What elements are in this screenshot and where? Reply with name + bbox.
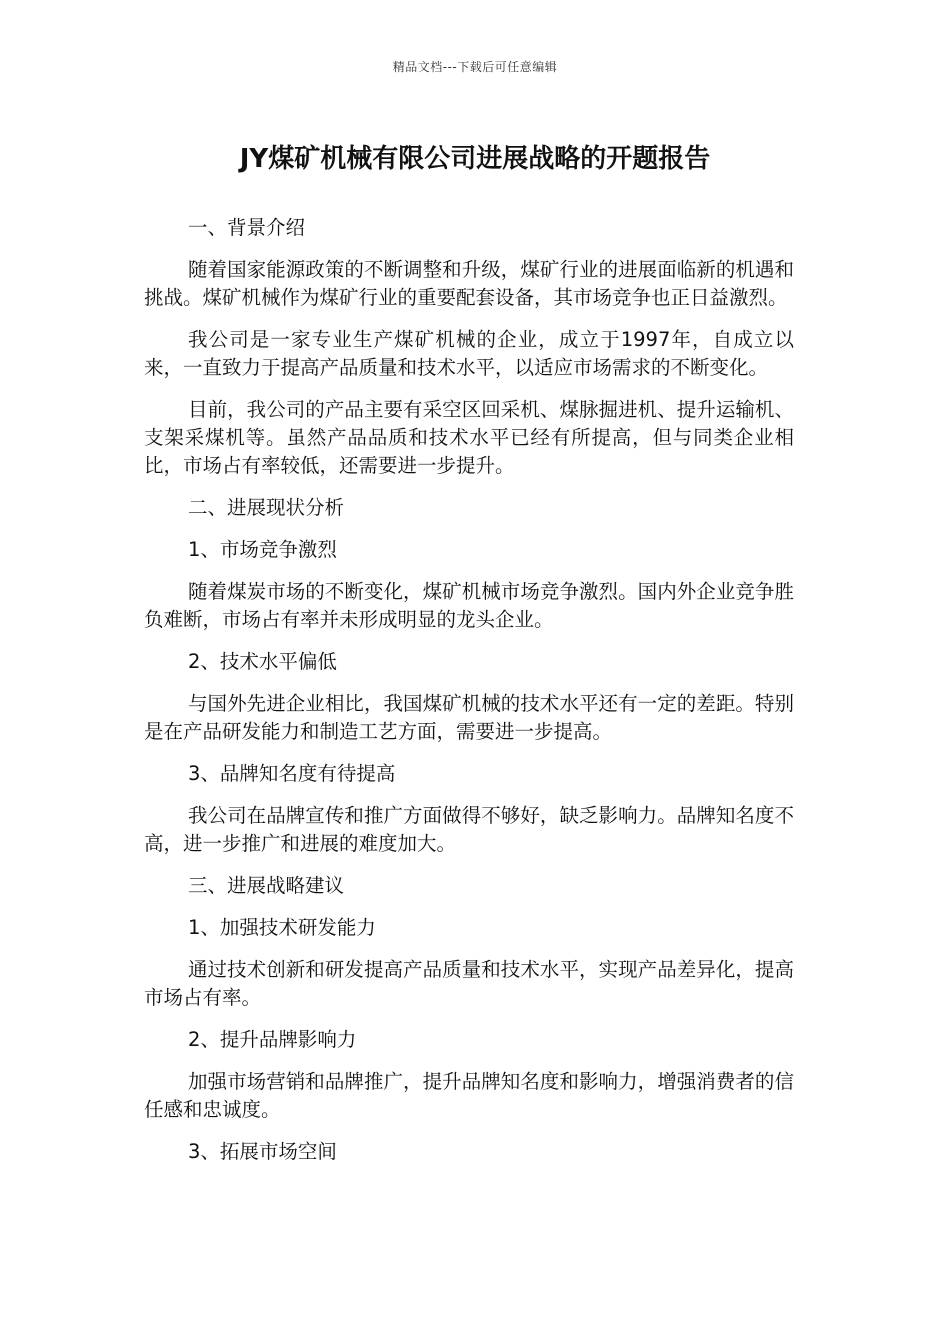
paragraph: 通过技术创新和研发提高产品质量和技术水平，实现产品差异化，提高市场占有率。 [144,958,794,1009]
section-heading-strategy: 三、进展战略建议 [188,874,345,897]
subheading: 3、拓展市场空间 [188,1140,337,1163]
paragraph: 目前，我公司的产品主要有采空区回采机、煤脉掘进机、提升运输机、支架采煤机等。虽然产品品质和技术水平已经有所提高，但与同类企业相比，市场占有率较低，还需要进一步提升。 [144,398,794,477]
subheading: 2、提升品牌影响力 [188,1028,357,1051]
subheading: 2、技术水平偏低 [188,650,337,673]
header-note: 精品文档---下载后可任意编辑 [392,60,558,74]
section-heading-background: 一、背景介绍 [188,216,306,239]
paragraph: 与国外先进企业相比，我国煤矿机械的技术水平还有一定的差距。特别是在产品研发能力和制造工艺方面，需要进一步提高。 [144,692,794,743]
document-title: JY煤矿机械有限公司进展战略的开题报告 [239,144,711,174]
section-heading-status: 二、进展现状分析 [188,496,345,519]
paragraph: 我公司是一家专业生产煤矿机械的企业，成立于1997年，自成立以来，一直致力于提高产品质量和技术水平，以适应市场需求的不断变化。 [144,328,794,379]
subheading: 1、加强技术研发能力 [188,916,376,939]
document-body [144,214,794,1180]
subheading: 3、品牌知名度有待提高 [188,762,396,785]
subheading: 1、市场竞争激烈 [188,538,337,561]
paragraph: 随着国家能源政策的不断调整和升级，煤矿行业的进展面临新的机遇和挑战。煤矿机械作为煤矿行业的重要配套设备，其市场竞争也正日益激烈。 [144,258,794,309]
paragraph: 随着煤炭市场的不断变化，煤矿机械市场竞争激烈。国内外企业竞争胜负难断，市场占有率并未形成明显的龙头企业。 [144,580,794,631]
paragraph: 加强市场营销和品牌推广，提升品牌知名度和影响力，增强消费者的信任感和忠诚度。 [144,1070,794,1121]
paragraph: 我公司在品牌宣传和推广方面做得不够好，缺乏影响力。品牌知名度不高，进一步推广和进展的难度加大。 [144,804,794,855]
